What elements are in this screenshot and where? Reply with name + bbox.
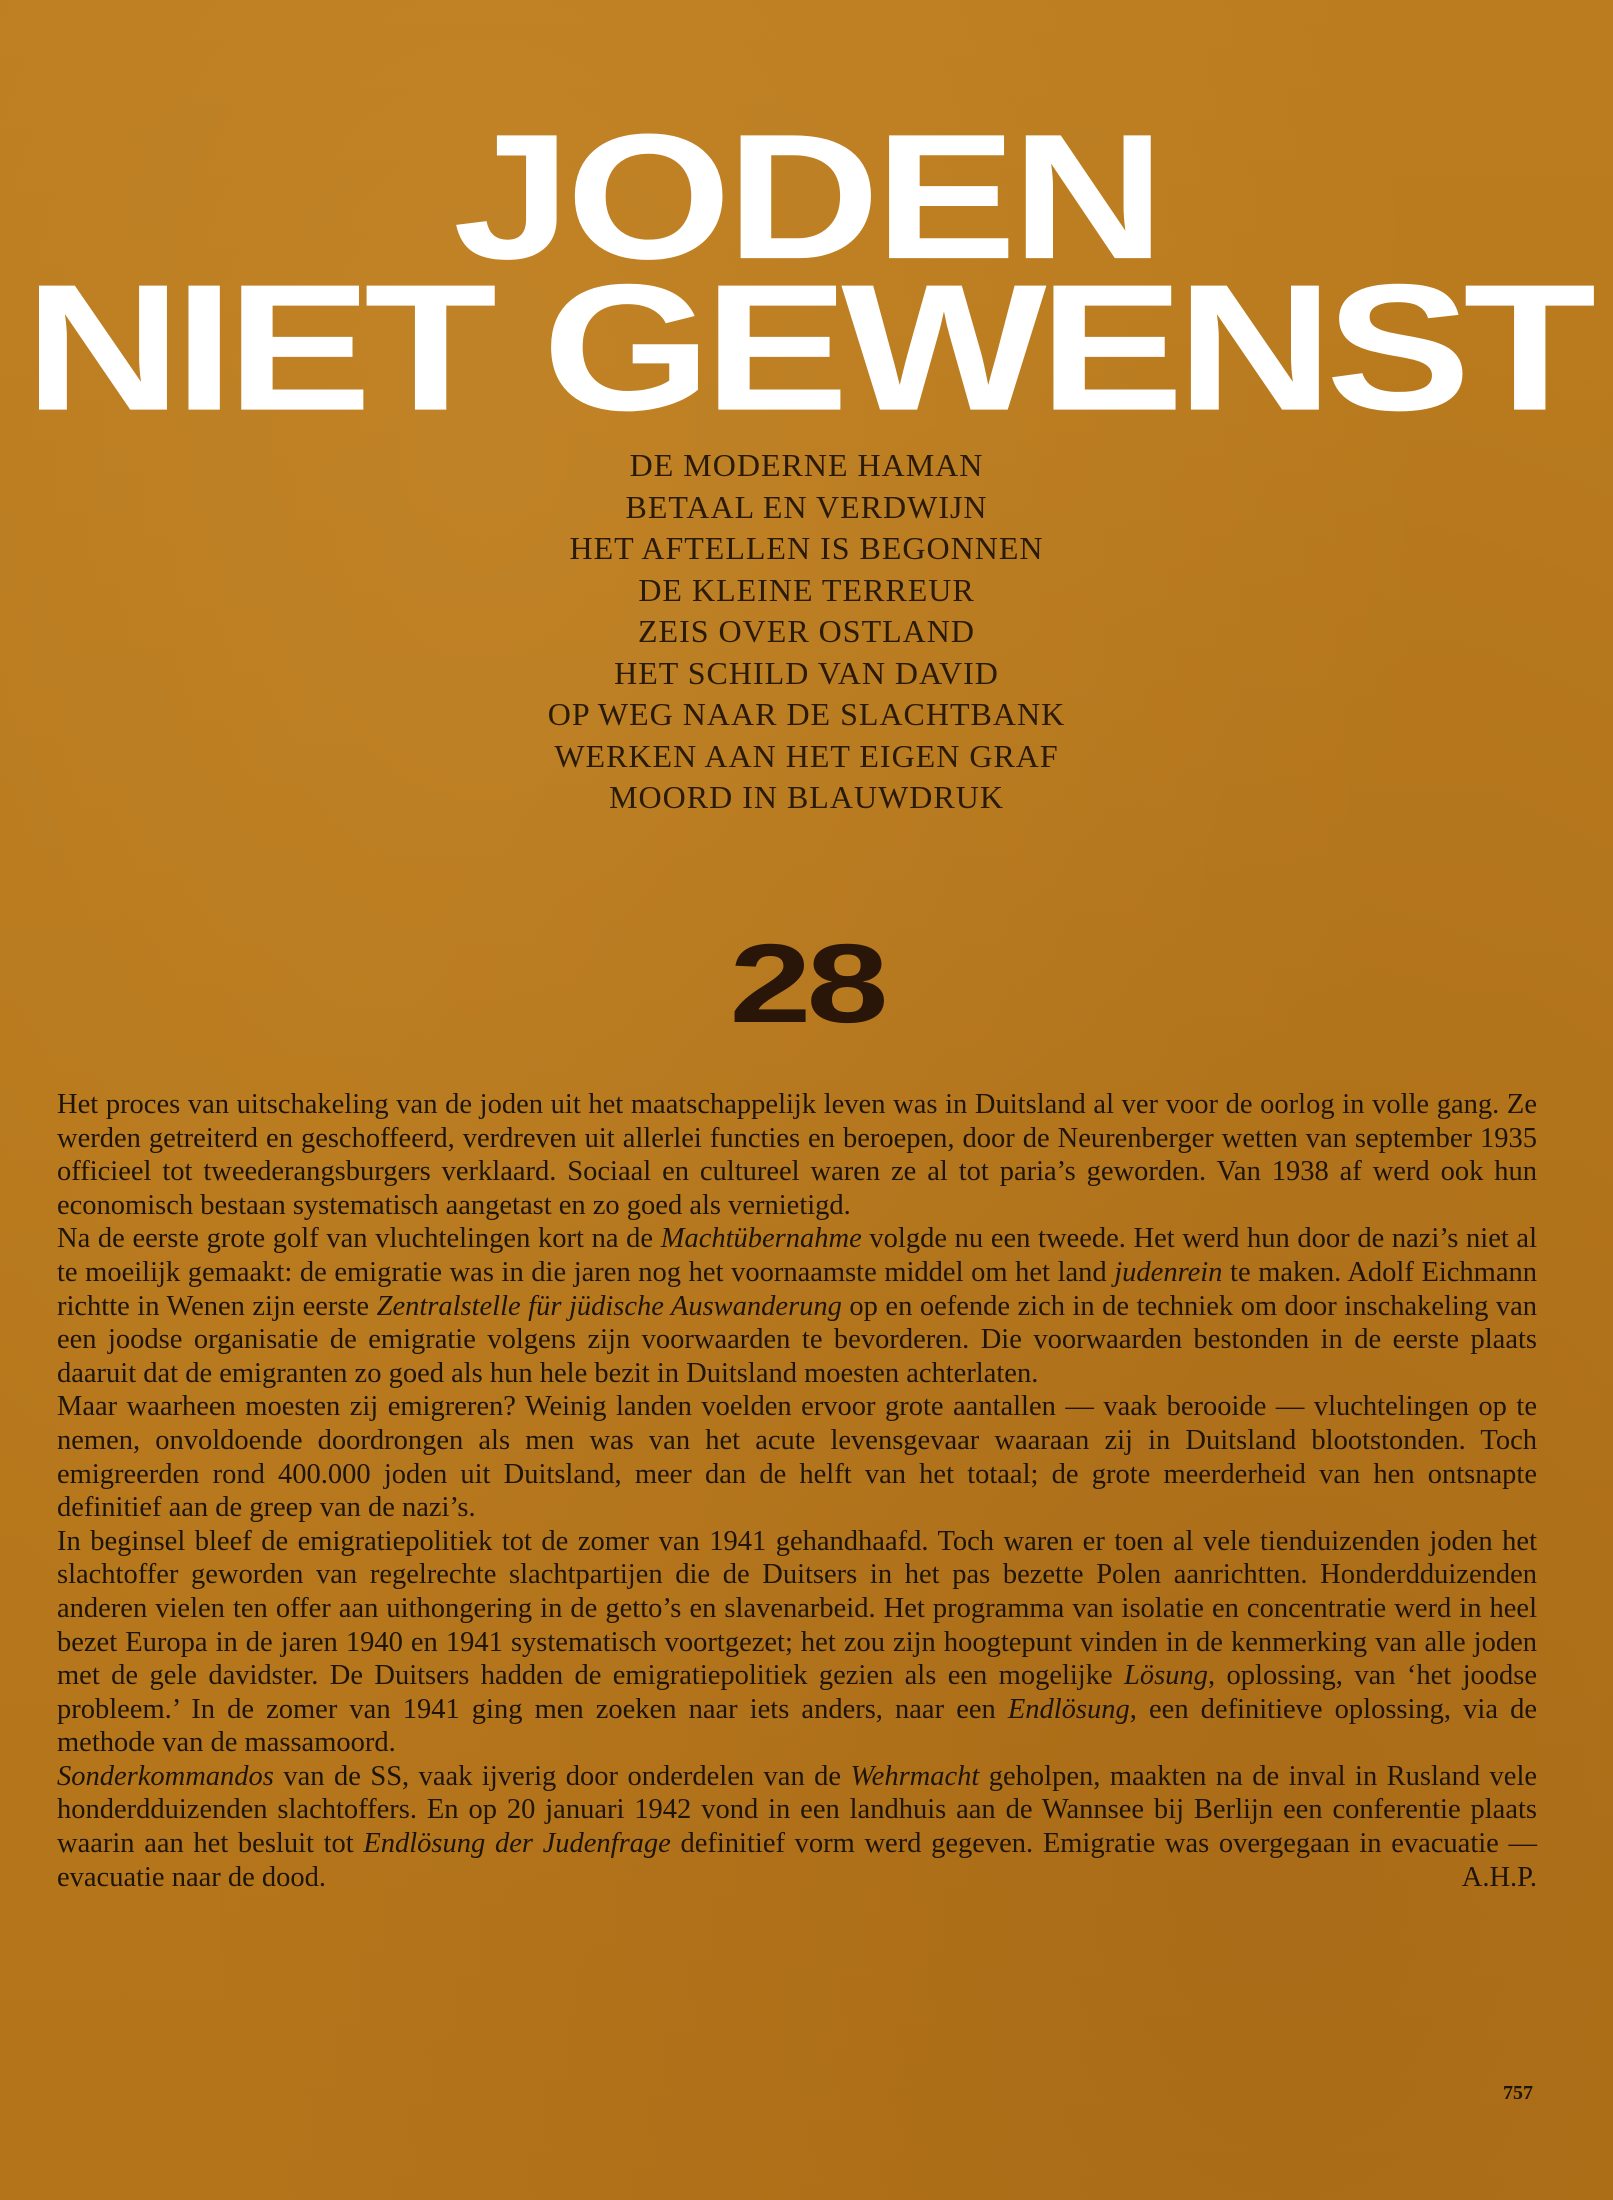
chapter-list	[0, 445, 1613, 819]
emphasis: Machtübernahme	[660, 1223, 862, 1255]
text-span: definitief vorm werd gegeven. Emigratie was overgegaan in evacuatie — evacuatie naar de dood.	[57, 1828, 1537, 1893]
emphasis: Wehrmacht	[850, 1760, 980, 1792]
chapter-item: HET AFTELLEN IS BEGONNEN	[569, 530, 1044, 566]
title-line-1: JODEN	[452, 97, 1161, 297]
chapter-item: BETAAL EN VERDWIJN	[625, 488, 988, 525]
text-span: van de SS, vaak ijverig door onderdelen van de	[273, 1760, 851, 1792]
text-span: volgde nu een tweede. Het werd hun door de nazi’s niet al te moeilijk gemaakt: de emigratie was in die jaren nog het voornaamste middel om het land	[57, 1223, 1538, 1288]
article-body	[57, 1088, 1537, 1894]
chapter-item: HET SCHILD VAN DAVID	[614, 654, 999, 691]
title-line-2: NIET GEWENST	[24, 247, 1589, 449]
chapter-item: WERKEN AAN HET EIGEN GRAF	[554, 737, 1059, 774]
paragraph-2	[57, 1222, 1537, 1390]
chapter-item: MOORD IN BLAUWDRUK	[609, 779, 1004, 815]
chapter-item: DE MODERNE HAMAN	[629, 447, 984, 483]
text-span: , een definitieve oplossing, via de methode van de massamoord.	[57, 1693, 1537, 1759]
text-span: geholpen, maakten na de inval in Rusland vele honderdduizenden slachtoffers. En op 20 januari 1942 vond in een landhuis aan de Wannsee bij Berlijn een conferentie plaats waarin aan het besluit tot	[57, 1760, 1538, 1860]
emphasis: judenrein	[1114, 1256, 1223, 1288]
text-span: Na de eerste grote golf van vluchtelingen kort na de	[57, 1223, 661, 1255]
paragraph-3: Maar waarheen moesten zij emigreren? Weinig landen voelden ervoor grote aantallen — vaak berooide — vluchtelingen op te nemen, onvoldoende doordrongen als men was van het acute levensgevaar waaraan zij in Duitsland blootstonden. Toch emigreerden rond 400.000 joden uit Duitsland, meer dan de helft van het totaal; de grote meerderheid van hen ontsnapte definitief aan de greep van de nazi’s.	[57, 1391, 1537, 1524]
text-span: op en oefende zich in de techniek om door inschakeling van een joodse organisatie de emigratie volgens zijn voorwaarden te bevorderen. Die voorwaarden bestonden in de eerste plaats daaruit dat de emigranten zo goed als hun hele bezit in Duitsland moesten achterlaten.	[57, 1290, 1538, 1389]
text-span: te maken. Adolf Eichmann richtte in Wenen zijn eerste	[57, 1256, 1537, 1322]
text-span: , oplossing, van ‘het joodse probleem.’ In de zomer van 1941 ging men zoeken naar iets anders, naar een	[57, 1660, 1538, 1725]
emphasis: Lösung	[1124, 1660, 1208, 1692]
emphasis: Sonderkommandos	[57, 1760, 274, 1792]
paragraph-5	[57, 1760, 1537, 1894]
issue-number: 28	[729, 921, 884, 1047]
paragraph-4	[57, 1525, 1537, 1760]
emphasis: Endlösung	[1007, 1693, 1130, 1725]
paragraph-1: Het proces van uitschakeling van de joden uit het maatschappelijk leven was in Duitsland al ver voor de oorlog in volle gang. Ze werden getreiterd en geschoffeerd, verdreven uit allerlei functies en beroepen, door de Neurenberger wetten van september 1935 officieel tot tweederangsburgers verklaard. Sociaal en cultureel waren ze al tot paria’s geworden. Van 1938 af werd ook hun economisch bestaan systematisch aangetast en zo goed als vernietigd.	[57, 1089, 1537, 1221]
emphasis: Zentralstelle für jüdische Auswanderung	[376, 1290, 842, 1322]
text-span: In beginsel bleef de emigratiepolitiek tot de zomer van 1941 gehandhaafd. Toch waren er toen al vele tienduizenden joden het slachtoffer geworden van regelrechte slachtpartijen die de Duitsers in het pas bezette Polen aanrichtten. Honderdduizenden anderen vielen ten offer aan uithongering in de getto’s en slavenarbeid. Het programma van isolatie en concentratie werd in heel bezet Europa in de jaren 1940 en 1941 systematisch voortgezet; het zou zijn hoogtepunt vinden in de kenmerking van alle joden met de gele davidster. De Duitsers hadden de emigratiepolitiek gezien als een mogelijke	[57, 1525, 1537, 1692]
emphasis: Endlösung der Judenfrage	[363, 1828, 671, 1860]
chapter-item: OP WEG NAAR DE SLACHTBANK	[547, 696, 1066, 732]
author-signature: A.H.P.	[1461, 1861, 1537, 1893]
page-number: 757	[1503, 2082, 1533, 2104]
chapter-item: DE KLEINE TERREUR	[638, 571, 975, 608]
chapter-item: ZEIS OVER OSTLAND	[638, 613, 975, 649]
